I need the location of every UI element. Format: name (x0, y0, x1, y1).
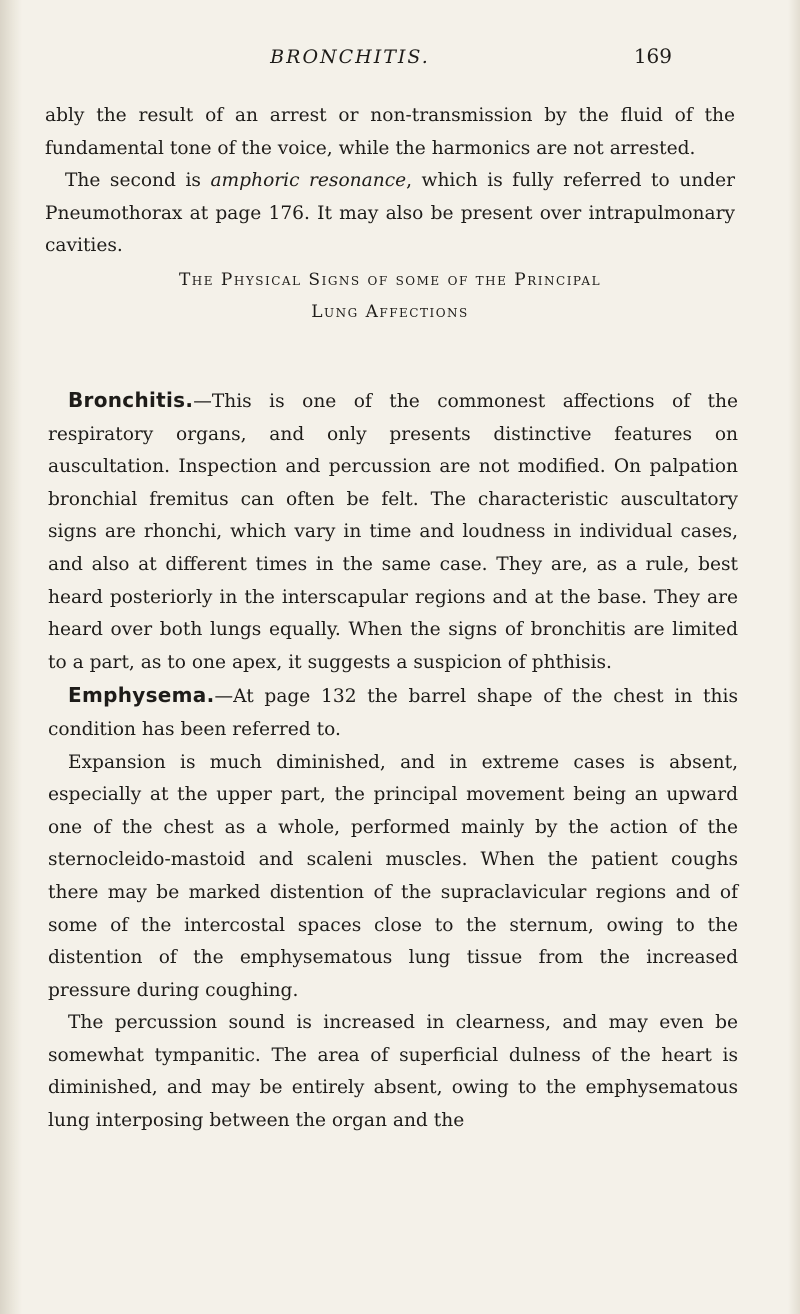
amphoric-after: , which is fully referred to under Pneumothorax at page 176. It may also be present over intrapulmonary cavities. (45, 170, 735, 257)
running-title: BRONCHITIS. (270, 46, 430, 68)
amphoric-paragraph (45, 165, 735, 263)
text-block-top (45, 100, 735, 263)
percussion-paragraph: The percussion sound is increased in clearness, and may even be somewhat tympanitic. The area of superficial dulness of the heart is diminished, and may be entirely absent, owing to the emphysematous lung interposing between the organ and the (48, 1012, 738, 1132)
continued-paragraph: ably the result of an arrest or non-transmission by the fluid of the fundamental tone of the voice, while the harmonics are not arrested. (45, 105, 735, 159)
bronchitis-paragraph (48, 384, 738, 679)
edge-shadow (788, 0, 800, 1314)
section-heading-line-1: The Physical Signs of some of the Principal (178, 270, 602, 290)
running-head (0, 40, 800, 80)
bronchitis-lead: Bronchitis. (68, 388, 194, 412)
section-heading-line-2: Lung Affections (311, 302, 469, 322)
amphoric-term: amphoric resonance (210, 170, 407, 192)
page-number: 169 (633, 44, 672, 68)
emphysema-text: —At page 132 the barrel shape of the chest in this condition has been referred to. (48, 686, 738, 740)
amphoric-before: The second is (65, 170, 211, 192)
binding-shadow (0, 0, 22, 1314)
emphysema-lead: Emphysema. (68, 683, 215, 708)
text-block-main (48, 384, 738, 1138)
section-heading (45, 264, 735, 328)
emphysema-paragraph (48, 679, 738, 746)
expansion-paragraph: Expansion is much diminished, and in extreme cases is absent, especially at the upper part, the principal movement being an upward one of the chest as a whole, performed mainly by the action of the sternocleido-mastoid and scaleni muscles. When the patient coughs there may be marked distention of the supraclavicular regions and of some of the intercostal spaces close to the sternum, owing to the distention of the emphysematous lung tissue from the increased pressure during coughing. (48, 751, 738, 1001)
bronchitis-text: —This is one of the commonest affections of the respiratory organs, and only presents distinctive features on auscultation. Inspection and percussion are not modified. On palpation bronchial fremitus can often be felt. The characteristic auscultatory signs are rhonchi, which vary in time and loudness in individual cases, and also at different times in the same case. They are, as a rule, best heard posteriorly in the interscapular regions and at the base. They are heard over both lungs equally. When the signs of bronchitis are limited to a part, as to one apex, it suggests a suspicion of phthisis. (48, 391, 738, 673)
